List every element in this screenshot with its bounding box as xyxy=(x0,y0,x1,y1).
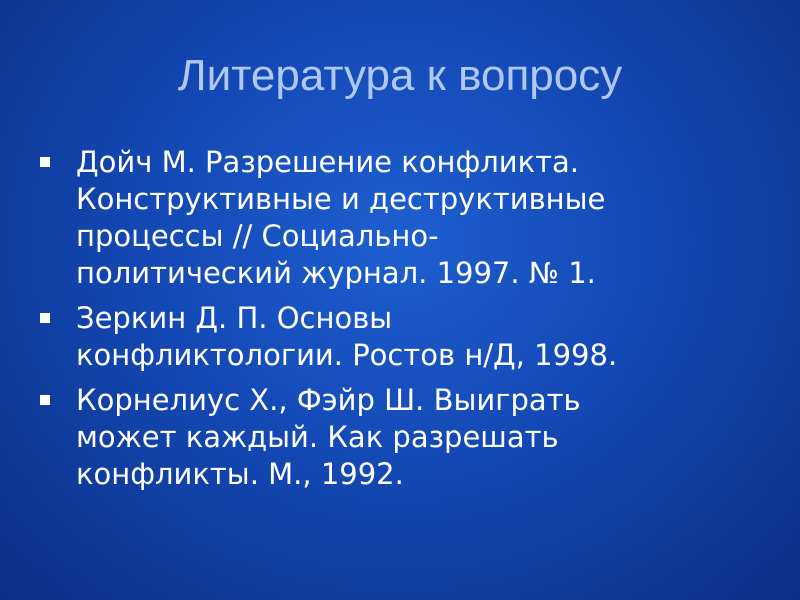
reference-text: Дойч М. Разрешение конфликта. Конструктивные и деструктивные процессы // Социально- политический журнал. 1997. № 1. xyxy=(76,145,606,290)
slide-title: Литература к вопросу xyxy=(177,51,623,100)
reference-text: Зеркин Д. П. Основы конфликтологии. Ростов н/Д, 1998. xyxy=(76,301,618,372)
square-bullet-icon xyxy=(40,313,50,323)
list-item xyxy=(40,144,780,292)
list-item xyxy=(40,382,780,493)
square-bullet-icon xyxy=(40,157,50,167)
list-item xyxy=(40,300,780,374)
reference-list xyxy=(40,144,780,501)
reference-text: Корнелиус Х., Фэйр Ш. Выиграть может каждый. Как разрешать конфликты. М., 1992. xyxy=(76,383,581,491)
square-bullet-icon xyxy=(40,395,50,405)
